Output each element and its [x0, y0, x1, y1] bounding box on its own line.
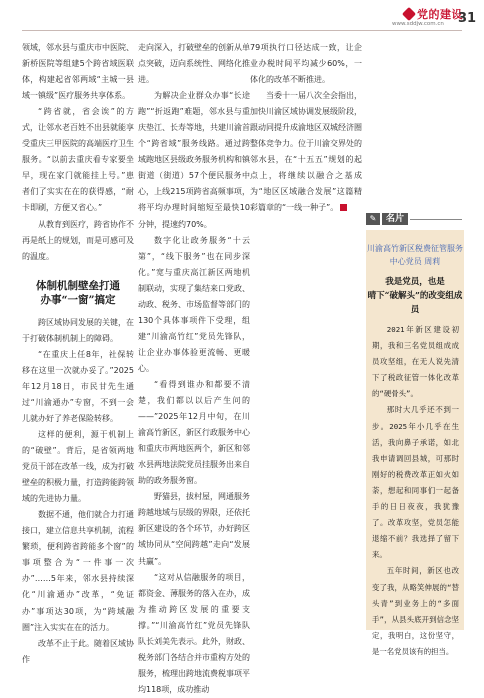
- label-rule: [410, 219, 462, 220]
- name-card-sidebar: [366, 230, 464, 656]
- name-card-paragraph: 五年时间，新区也改变了我，从略笑伸展的“替头青”到业务上的“多面手”，从县头底开到信念坚定，我明白，这份坚守，是一名党员该有的担当。: [372, 566, 459, 656]
- paragraph-text: 当委十一届八次全会指出，加快川渝区域协调发展级阶段，跟动同提升成渝地区双城经济圈整体竞争力。位于川渝交界处的邻水县，在“十五五”规划的起点上，将继续以融合之基成为“地区区域融合发展”这篇精彩篇章的“一线一种子”。: [250, 91, 362, 213]
- paragraph: 改革不止于此。随着区域协作: [22, 638, 134, 664]
- subheading-line-1: 体制机制壁垒打通: [36, 279, 120, 292]
- paragraph: 数字化让政务服务“十云第”，“线下服务”也在同步深化。”宽与重庆高江新区两地机制联动，实现了集结来口党政、动政、税务、市场监督等部门的130个具体事项件下受理，组建“川渝高竹红”党员先锋队，让企业办事体验更流畅、更暖心。: [138, 235, 250, 373]
- paragraph: 跨区域协同发展的关键，在于打破体制机制上的障碍。: [22, 317, 134, 343]
- paragraph: 领域，邻水县与重庆市中医院、新桥医院等组建5个跨省域医联体，构建起省邻两域“主城一县域一镇级”医疗服务共享体系。: [22, 43, 134, 101]
- paragraph: [250, 88, 362, 216]
- article-column-1: [22, 40, 134, 668]
- notes-icon: ✎: [366, 213, 380, 225]
- paragraph: 为解决企业群众办事“长途跑”“折返跑”难题，邻水县与重庆垫江、长寿等地，共建川渝首个“跨省域”服务线路。通过跨域跑地区县级政务服务机构和镇街道（街道）57个便民服务中心，上线215项跨省高频事项，将平均办理时间缩短至最快10分钟，提速约70%。: [138, 91, 250, 229]
- paragraph: “跨省就，省会诶”的方式，让邻水老百姓不出县就能享受重庆三甲医院的高端医疗卫生服务。“以前去重庆看专家要坐早，现在家门就能挂上号。”患者们了实实在在的获得感，“耐卡即刷，方便又省心。”: [22, 107, 134, 213]
- name-card-title-line-1: 我是党员，也是: [385, 277, 445, 287]
- name-card-label-bar: [366, 212, 462, 226]
- magazine-logo: [404, 8, 464, 20]
- magazine-logo-text: 党的建设: [417, 8, 463, 21]
- name-card-title: [366, 275, 464, 317]
- paragraph: “看得到谁办和都要不清楚，我们都以以后产生问的——”2025年12月中旬，在川渝高竹新区，新区行政服务中心和重庆市两地医两个，新区和邻水县两地法院党员挂服务出来自助的政务服务窗。: [138, 379, 250, 486]
- article-column-2: [138, 40, 250, 698]
- section-subheading: [22, 279, 134, 307]
- name-card-label: 名片: [382, 213, 408, 225]
- name-card-paragraph: 2021年新区建设初期，我和三名党员组成成员攻坚组，在无人说先清下了税政征管一体化改革的“硬骨头”。: [372, 325, 459, 399]
- paragraph: 野猫县，拔村屋，网通服务跨越地域与层级的界限，还依托新区建设的各个环节，办好跨区域协同从“空间跨越”走向“发展共赢”。: [138, 492, 250, 566]
- article-column-3: [250, 40, 362, 217]
- paragraph: “在重庆上任8年，社保转移在这里一次就办妥了。”2025年12月18日，市民甘先生通过“川渝通办”专窗，不到一会儿就办好了养老保险转移。: [22, 349, 134, 423]
- paragraph: 这样的便利，源于机制上的“破壁”。背后，是省领两地党员干部在改革一线，成为打破壁垒的积极力量，打造跨能跨领域的先进协力量。: [22, 429, 134, 504]
- subheading-line-2: 办事“一窗”搞定: [40, 293, 116, 306]
- party-emblem-icon: [402, 7, 416, 21]
- page-number: 31: [458, 11, 477, 26]
- paragraph: 走向深入，打破壁垒的创新从单点突破，迈向系统性、网络化推进。: [138, 43, 250, 85]
- name-card-org: 川渝高竹新区税费征管服务中心党员 周莉: [367, 244, 463, 266]
- header-divider: [22, 30, 462, 31]
- paragraph: 数据不通，他们就合力打通接口，建立信息共享机制，流程繁琐，便利跨省跨能多个窗”的事项整合为“一件事一次办”……5年来，邻水县持续深化“川渝通办”改革，“免证办”事项达30项，为“跨域融圈”注入实实在在的活力。: [22, 510, 134, 632]
- paragraph: 从教育到医疗，跨省协作不再是纸上的规划，而是可感可及的温度。: [22, 219, 134, 261]
- paragraph: “这对从信融服务的项目，都资金、薄服务的落入在办，成为推动跨区发展的重要支撑。”“川渝高竹红”党员先锋队队长刘美先表示。此外，财政、税务部门各结合并市重构方处的服务，梳理出跨地流费税事项平均118项，成功推动: [138, 572, 250, 694]
- paragraph: 79项执行口径达成一致，让企业办税时间平均减少60%，一体化的改革不断推进。: [250, 43, 362, 85]
- name-card-body: [366, 317, 464, 660]
- name-card-paragraph: 那时大几乎还不到一步。2025年小几乎在生活，我向鼻子承诺，如北我申请调回县城，可那时刚好的税费改革正如火如荼，想起和同事们一起备手的日日夜夜，我犹豫了。改革攻坚，党员怎能退缩不前？我选择了留下来。: [372, 405, 459, 560]
- name-card-title-line-2: 晴下“破解头”的改变组成员: [367, 291, 463, 315]
- end-of-article-icon: [340, 204, 347, 211]
- website-url: www.sddjw.com.cn: [392, 21, 444, 27]
